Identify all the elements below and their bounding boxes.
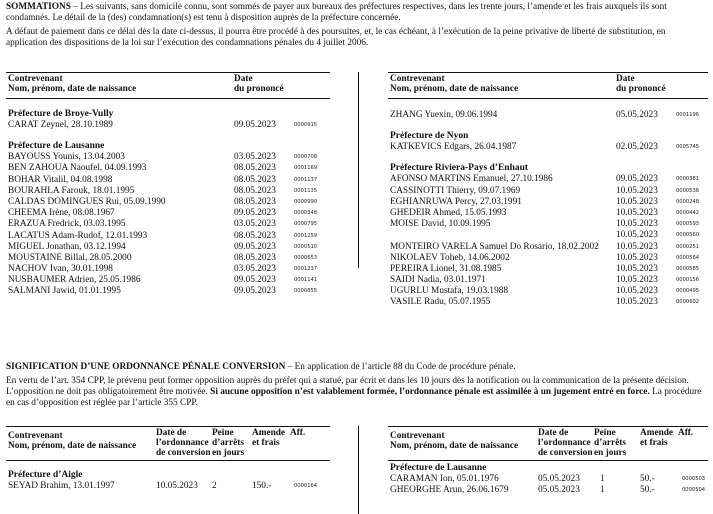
row-date: 10.05.2023 (616, 196, 658, 207)
table-row (388, 297, 708, 308)
header-peine: Peine (212, 428, 234, 438)
row-name: GHEORGHE Arun, 26.06.1679 (390, 485, 509, 496)
row-name: AFONSO MARTINS Emanuel, 27.10.1986 (390, 174, 553, 185)
row-code: 0000156 (676, 277, 700, 284)
column-divider (358, 72, 359, 268)
row-date: 02.05.2023 (616, 142, 658, 153)
row-name: BAYOUSS Younis, 13.04.2003 (8, 152, 125, 163)
table-row (388, 275, 708, 286)
row-code: 0000593 (676, 221, 700, 228)
row-name: PEREIRA Lionel, 31.08.1985 (390, 263, 502, 274)
signification-intro: – En application de l’article 88 du Code de procédure pénale. (285, 362, 516, 372)
row-code: 0000442 (676, 209, 700, 216)
row-code: 0000653 (294, 254, 318, 261)
row-date: 10.05.2023 (156, 481, 198, 491)
row-code: 0000855 (294, 288, 318, 295)
table-row (6, 253, 330, 264)
row-code: 0005745 (676, 144, 700, 151)
row-code: 0000503 (682, 476, 706, 482)
row-date: 10.05.2023 (616, 219, 658, 230)
table-row (388, 253, 708, 264)
row-date: 09.05.2023 (616, 174, 658, 185)
row-code: 0000560 (676, 232, 700, 239)
header-contrevenant: Contrevenant (390, 431, 445, 441)
row-code: 0000164 (294, 483, 318, 489)
table-header (388, 72, 708, 99)
header-contrevenant: Contrevenant (8, 74, 63, 84)
row-code: 0000708 (294, 154, 318, 161)
row-date: 08.05.2023 (234, 185, 276, 196)
table-row (388, 110, 708, 121)
table-row (388, 474, 708, 485)
row-date: 09.05.2023 (234, 208, 276, 219)
header-name: Nom, prénom, date de naissance (8, 441, 137, 451)
table-row (388, 219, 708, 230)
table-row (6, 264, 330, 275)
row-name: CHEEMA Irène, 08.08.1967 (8, 208, 115, 219)
row-date: 08.05.2023 (234, 163, 276, 174)
row-days: 1 (600, 485, 605, 496)
header-name: Nom, prénom, date de naissance (390, 441, 519, 451)
row-code: 0000251 (676, 243, 700, 250)
row-code: 0001169 (294, 165, 318, 172)
table-body (388, 110, 708, 309)
section-title: Préfecture de Broye-Vully (8, 109, 114, 119)
row-date: 05.05.2023 (538, 485, 580, 496)
header-frais: et frais (252, 438, 280, 448)
table-body (6, 109, 330, 298)
header-conversion: de conversion (538, 448, 593, 458)
header-prononce: du prononcé (234, 84, 284, 94)
table-header (388, 426, 708, 461)
row-code: 0000915 (294, 122, 318, 128)
header-contrevenant: Contrevenant (390, 74, 445, 84)
header-aff: Aff. (290, 428, 306, 438)
header-frais: et frais (640, 438, 668, 448)
header-jours: en jours (212, 448, 245, 458)
row-date: 10.05.2023 (616, 297, 658, 308)
row-name: ERAZUA Fredrick, 03.03.1995 (8, 219, 126, 230)
row-date: 10.05.2023 (616, 230, 658, 241)
row-days: 2 (212, 481, 217, 491)
row-name: EGHIANRUWA Percy, 27.03.1991 (390, 196, 522, 207)
signification-text: En vertu de l’art. 354 CPP, le prévenu peut former opposition auprès du préfet qui a statué, par écrit et dans les 10 jours dès la notification ou la communication de la présente décision. L’opposition ne doit pas obligatoirement être motivée. (6, 376, 689, 398)
table-row (6, 186, 330, 197)
row-name: BEN ZAHOUA Naoufel, 04.09.1993 (8, 163, 147, 174)
table-row (388, 242, 708, 253)
column-divider (358, 426, 359, 514)
row-code: 0001135 (294, 187, 318, 194)
row-code: 0000348 (294, 210, 318, 217)
row-code: 0001237 (294, 266, 318, 273)
header-date: Date de (538, 428, 569, 438)
table-row (388, 286, 708, 297)
sommations-text: – Les suivants, sans domicile connu, sont sommés de payer aux bureaux des préfectures respectives, dans les trente jours, l’amende et les frais auxquels ils sont condamnés. Le détail de la (des) condamnation(s) est tenu à disposition auprès de la préfecture concernée. (6, 2, 667, 24)
table-row (388, 230, 708, 241)
header-arrets: d’arrêts (594, 438, 627, 448)
row-name: LACATUS Adam-Rudof, 12.01.1993 (8, 230, 148, 241)
row-amount: 50.- (640, 474, 655, 484)
header-date: Date (616, 74, 635, 84)
row-code: 0000510 (294, 243, 318, 250)
table-row (6, 120, 330, 131)
row-name: UGURLU Mustafa, 19.03.1988 (390, 286, 509, 297)
row-name: MOISE David, 10.09.1995 (390, 219, 491, 230)
sommations-paragraph (6, 2, 706, 24)
row-name: ZHANG Yuexin, 09.06.1994 (390, 110, 498, 120)
row-name: SAIDI Nadia, 03.01.1971 (390, 275, 486, 286)
row-date: 10.05.2023 (616, 275, 658, 286)
row-days: 1 (600, 474, 605, 484)
table-body (388, 474, 708, 496)
section-title: Préfecture de Lausanne (8, 141, 105, 152)
row-date: 10.05.2023 (616, 185, 658, 196)
table-row (6, 286, 330, 297)
row-date: 10.05.2023 (616, 252, 658, 263)
header-name: Nom, prénom, date de naissance (8, 84, 137, 94)
row-code: 0001259 (294, 232, 318, 239)
header-amende: Amende (640, 428, 674, 438)
row-date: 09.05.2023 (234, 275, 276, 286)
header-amende: Amende (252, 428, 286, 438)
sommations-paragraph-2: A défaut de paiement dans ce délai dès la date ci-dessus, il pourra être procédé à des poursuites, et, le cas échéant, à l’exécution de la peine privative de liberté de substitution, en application des dispositions de la loi sur l’exécution des condamnations pénales du 4 juillet 2006. (6, 27, 666, 49)
row-name: CARAMAN Ion, 05.01.1976 (390, 474, 499, 484)
row-date: 10.05.2023 (616, 241, 658, 252)
table-row (388, 264, 708, 275)
row-date: 10.05.2023 (616, 286, 658, 297)
row-date: 10.05.2023 (616, 263, 658, 274)
row-date: 09.05.2023 (234, 241, 276, 252)
row-code: 0000795 (294, 221, 318, 228)
row-name: BOURAHLA Farouk, 18.01.1995 (8, 185, 135, 196)
row-code: 0000248 (676, 198, 700, 205)
table-header (6, 72, 330, 99)
sommations-title: SOMMATIONS (6, 2, 71, 12)
row-name: GHEDEIR Ahmed, 15.05.1993 (390, 207, 507, 218)
table-body (6, 481, 330, 492)
table-row (6, 208, 330, 219)
row-name: CALDAS DOMINGUES Rui, 05.09.1990 (8, 196, 166, 207)
row-name: NUSBAUMER Adrien, 25.05.1986 (8, 275, 141, 286)
header-ordonnance: l’ordonnance (538, 438, 591, 448)
row-date: 09.05.2023 (234, 120, 276, 130)
row-code: 0000381 (676, 176, 700, 183)
row-code: 0000495 (676, 288, 700, 295)
row-date: 03.05.2023 (234, 152, 276, 163)
table-row (6, 242, 330, 253)
conversion-table-right (388, 426, 708, 496)
row-date: 03.05.2023 (234, 264, 276, 275)
row-code: 0000990 (294, 198, 318, 205)
signification-paragraph (6, 376, 706, 410)
row-date: 03.05.2023 (234, 219, 276, 230)
row-amount: 50.- (640, 485, 655, 496)
row-amount: 150.- (252, 481, 272, 491)
table-row (6, 152, 330, 163)
row-code: 0000602 (676, 299, 700, 306)
signification-text-end: La procédure en cas d’opposition est réglée par l’article 355 CPP. (6, 387, 702, 409)
table-row (388, 174, 708, 185)
row-code: 0000585 (676, 265, 700, 272)
row-code: 0000536 (676, 187, 700, 194)
row-date: 05.05.2023 (538, 474, 580, 484)
header-prononce: du prononcé (616, 84, 666, 94)
signification-heading (6, 362, 706, 373)
signification-title: SIGNIFICATION D’UNE ORDONNANCE PÉNALE CONVERSION (6, 362, 286, 372)
row-date: 09.05.2023 (234, 286, 276, 297)
section-title: Préfecture de Nyon (390, 131, 469, 142)
header-ordonnance: l’ordonnance (156, 438, 209, 448)
header-peine: Peine (594, 428, 616, 438)
table-row (388, 142, 708, 153)
table-row (6, 481, 330, 492)
table-row (6, 163, 330, 174)
row-date: 08.05.2023 (234, 174, 276, 185)
row-name: NACHOV Ivan, 30.01.1998 (8, 264, 113, 275)
row-name: SALMANI Jawid, 01.01.1995 (8, 286, 121, 297)
table-row (388, 197, 708, 208)
header-arrets: d’arrêts (212, 438, 245, 448)
row-date: 10.05.2023 (616, 207, 658, 218)
header-name: Nom, prénom, date de naissance (390, 84, 519, 94)
row-date: 08.05.2023 (234, 230, 276, 241)
row-code: 0000504 (682, 487, 706, 494)
header-contrevenant: Contrevenant (8, 431, 63, 441)
row-name: MIGUEL Jonathan, 03.12.1994 (8, 241, 126, 252)
sommations-table-right (388, 72, 708, 309)
row-code: 0001137 (294, 176, 318, 183)
table-header (6, 426, 330, 461)
table-row (388, 186, 708, 197)
row-name: VASILE Radu, 05.07.1955 (390, 297, 491, 308)
row-date: 05.05.2023 (616, 110, 658, 120)
header-date: Date (234, 74, 253, 84)
conversion-table-left (6, 426, 330, 492)
signification-bold-text: Si aucune opposition n’est valablement formée, l’ordonnance pénale est assimilée à un jugement entré en force. (210, 387, 650, 398)
table-row (388, 485, 708, 496)
row-name: BOHAR Vitalil, 04.08.1998 (8, 174, 113, 185)
row-name: MONTEIRO VARELA Samuel Do Rosario, 18.02.2002 (390, 241, 599, 252)
header-date: Date de (156, 428, 187, 438)
sommations-table-left (6, 72, 330, 298)
row-name: MOUSTAINE Billal, 28.05.2000 (8, 252, 132, 263)
row-name: CARAT Zeynel, 28.10.1989 (8, 120, 113, 130)
row-name: SEYAD Brahim, 13.01.1997 (8, 481, 115, 491)
table-row (6, 175, 330, 186)
table-row (6, 197, 330, 208)
section-title: Préfecture de Lausanne (390, 463, 487, 473)
table-row (388, 208, 708, 219)
row-code: 0000564 (676, 254, 700, 261)
row-date: 08.05.2023 (234, 196, 276, 207)
header-jours: en jours (594, 448, 627, 458)
row-date: 08.05.2023 (234, 252, 276, 263)
row-name: CASSINOTTI Thierry, 09.07.1969 (390, 185, 521, 196)
row-code: 0001141 (294, 277, 318, 284)
row-name: KATKEVICS Edgars, 26.04.1987 (390, 142, 517, 153)
row-name: NIKOLAEV Toheb, 14.06.2002 (390, 252, 510, 263)
table-row (6, 231, 330, 242)
table-row (6, 275, 330, 286)
table-row (6, 219, 330, 230)
section-title: Préfecture d’Aigle (8, 470, 83, 480)
row-code: 0001196 (676, 112, 700, 118)
header-aff: Aff. (678, 428, 694, 438)
header-conversion: de conversion (156, 448, 211, 458)
section-title: Préfecture Riviera-Pays d’Enhaut (390, 163, 529, 174)
